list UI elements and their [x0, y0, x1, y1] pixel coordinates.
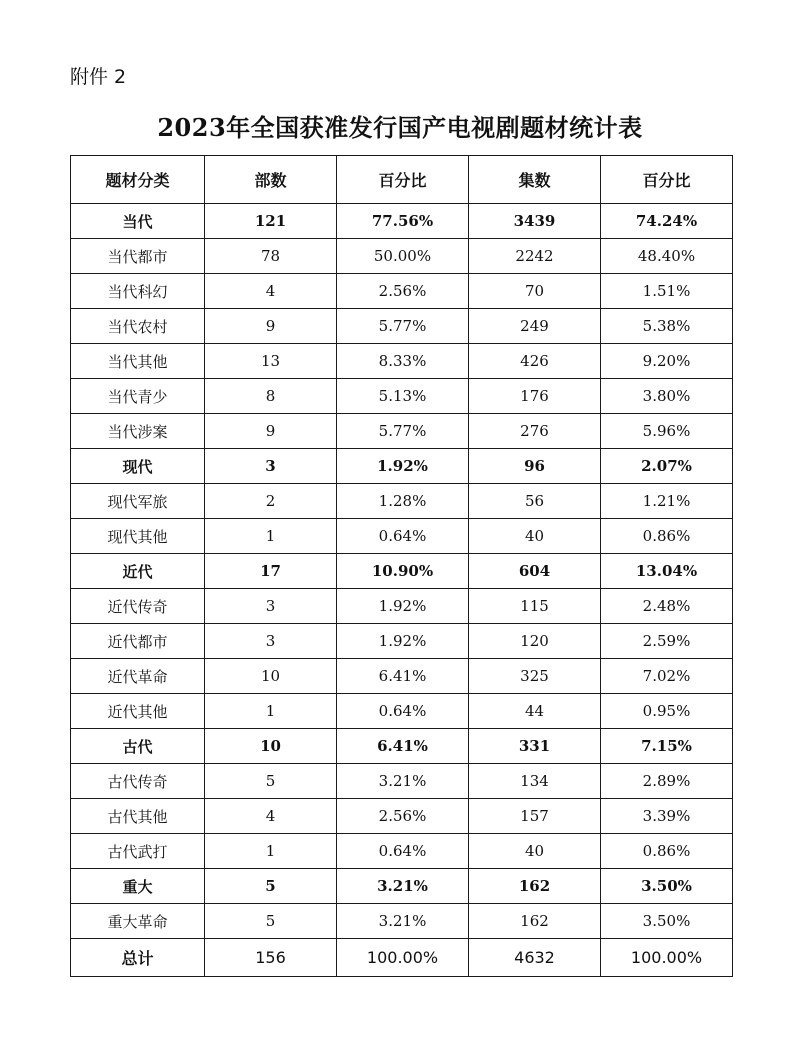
row-episode-percent: 2.48%: [601, 589, 733, 624]
row-series-count: 78: [205, 239, 337, 274]
row-episode-count: 162: [469, 869, 601, 904]
header-episode-count: 集数: [469, 156, 601, 204]
row-episode-count: 40: [469, 834, 601, 869]
row-episode-count: 3439: [469, 204, 601, 239]
row-series-percent: 0.64%: [337, 694, 469, 729]
row-series-percent: 100.00%: [337, 939, 469, 977]
category-row: [71, 869, 733, 904]
row-series-count: 5: [205, 869, 337, 904]
row-category-name: 近代都市: [71, 624, 205, 659]
row-episode-count: 56: [469, 484, 601, 519]
row-category-name: 古代其他: [71, 799, 205, 834]
row-series-count: 5: [205, 904, 337, 939]
row-category-name: 近代其他: [71, 694, 205, 729]
row-series-count: 8: [205, 379, 337, 414]
row-episode-count: 120: [469, 624, 601, 659]
row-series-count: 1: [205, 834, 337, 869]
row-series-count: 1: [205, 694, 337, 729]
row-episode-percent: 9.20%: [601, 344, 733, 379]
category-row: [71, 204, 733, 239]
table-body: [71, 204, 733, 977]
table-row: [71, 309, 733, 344]
table-row: [71, 379, 733, 414]
row-episode-count: 176: [469, 379, 601, 414]
row-episode-count: 96: [469, 449, 601, 484]
row-series-count: 3: [205, 589, 337, 624]
table-row: [71, 274, 733, 309]
row-series-percent: 50.00%: [337, 239, 469, 274]
row-series-count: 3: [205, 624, 337, 659]
row-series-count: 10: [205, 659, 337, 694]
row-episode-count: 604: [469, 554, 601, 589]
row-series-percent: 3.21%: [337, 869, 469, 904]
row-episode-percent: 100.00%: [601, 939, 733, 977]
row-episode-percent: 0.95%: [601, 694, 733, 729]
table-row: [71, 834, 733, 869]
row-series-count: 3: [205, 449, 337, 484]
table-row: [71, 484, 733, 519]
row-series-percent: 2.56%: [337, 799, 469, 834]
row-category-name: 当代涉案: [71, 414, 205, 449]
row-episode-percent: 48.40%: [601, 239, 733, 274]
row-series-percent: 0.64%: [337, 519, 469, 554]
row-series-count: 2: [205, 484, 337, 519]
row-episode-count: 134: [469, 764, 601, 799]
row-category-name: 当代都市: [71, 239, 205, 274]
category-row: [71, 729, 733, 764]
row-category-name: 当代青少: [71, 379, 205, 414]
row-episode-count: 70: [469, 274, 601, 309]
row-episode-percent: 7.15%: [601, 729, 733, 764]
header-episode-percent: 百分比: [601, 156, 733, 204]
row-series-percent: 3.21%: [337, 904, 469, 939]
row-series-percent: 1.28%: [337, 484, 469, 519]
row-episode-count: 249: [469, 309, 601, 344]
header-row: [71, 156, 733, 204]
row-category-name: 古代武打: [71, 834, 205, 869]
row-series-percent: 1.92%: [337, 589, 469, 624]
row-series-percent: 1.92%: [337, 449, 469, 484]
row-episode-count: 44: [469, 694, 601, 729]
row-category-name: 近代: [71, 554, 205, 589]
table-row: [71, 414, 733, 449]
header-series-percent: 百分比: [337, 156, 469, 204]
row-category-name: 近代革命: [71, 659, 205, 694]
table-row: [71, 519, 733, 554]
row-series-count: 156: [205, 939, 337, 977]
row-series-percent: 5.13%: [337, 379, 469, 414]
row-episode-count: 40: [469, 519, 601, 554]
row-episode-percent: 0.86%: [601, 519, 733, 554]
statistics-table: [70, 155, 733, 977]
row-episode-count: 162: [469, 904, 601, 939]
row-category-name: 现代: [71, 449, 205, 484]
table-row: [71, 799, 733, 834]
row-episode-percent: 3.50%: [601, 904, 733, 939]
row-series-count: 17: [205, 554, 337, 589]
row-category-name: 总计: [71, 939, 205, 977]
total-row: [71, 939, 733, 977]
row-series-count: 9: [205, 309, 337, 344]
category-row: [71, 554, 733, 589]
table-row: [71, 904, 733, 939]
row-episode-percent: 1.21%: [601, 484, 733, 519]
row-series-percent: 8.33%: [337, 344, 469, 379]
row-series-percent: 5.77%: [337, 414, 469, 449]
row-series-percent: 2.56%: [337, 274, 469, 309]
table-row: [71, 344, 733, 379]
row-series-count: 9: [205, 414, 337, 449]
row-episode-count: 157: [469, 799, 601, 834]
row-category-name: 现代军旅: [71, 484, 205, 519]
row-series-percent: 10.90%: [337, 554, 469, 589]
table-row: [71, 659, 733, 694]
row-episode-count: 2242: [469, 239, 601, 274]
row-episode-count: 4632: [469, 939, 601, 977]
row-series-percent: 77.56%: [337, 204, 469, 239]
row-episode-percent: 3.80%: [601, 379, 733, 414]
row-episode-percent: 7.02%: [601, 659, 733, 694]
row-episode-percent: 74.24%: [601, 204, 733, 239]
row-category-name: 当代其他: [71, 344, 205, 379]
row-episode-count: 325: [469, 659, 601, 694]
row-category-name: 古代传奇: [71, 764, 205, 799]
row-series-count: 13: [205, 344, 337, 379]
row-episode-percent: 3.39%: [601, 799, 733, 834]
row-episode-count: 115: [469, 589, 601, 624]
row-category-name: 当代: [71, 204, 205, 239]
page-title: 2023年全国获准发行国产电视剧题材统计表: [157, 113, 643, 142]
row-category-name: 古代: [71, 729, 205, 764]
row-episode-percent: 3.50%: [601, 869, 733, 904]
row-episode-percent: 5.96%: [601, 414, 733, 449]
table-row: [71, 589, 733, 624]
row-series-percent: 3.21%: [337, 764, 469, 799]
row-series-percent: 6.41%: [337, 659, 469, 694]
row-episode-percent: 2.07%: [601, 449, 733, 484]
row-category-name: 近代传奇: [71, 589, 205, 624]
header-category: 题材分类: [71, 156, 205, 204]
row-episode-count: 426: [469, 344, 601, 379]
row-category-name: 当代科幻: [71, 274, 205, 309]
row-series-count: 1: [205, 519, 337, 554]
table-row: [71, 239, 733, 274]
row-episode-percent: 13.04%: [601, 554, 733, 589]
row-category-name: 重大革命: [71, 904, 205, 939]
row-episode-count: 331: [469, 729, 601, 764]
table-header: [71, 156, 733, 204]
row-episode-percent: 1.51%: [601, 274, 733, 309]
table-row: [71, 764, 733, 799]
row-episode-count: 276: [469, 414, 601, 449]
row-series-percent: 6.41%: [337, 729, 469, 764]
row-episode-percent: 0.86%: [601, 834, 733, 869]
row-series-count: 4: [205, 274, 337, 309]
table-row: [71, 624, 733, 659]
attachment-label: 附件 2: [70, 66, 127, 88]
row-series-percent: 0.64%: [337, 834, 469, 869]
row-series-percent: 1.92%: [337, 624, 469, 659]
row-category-name: 现代其他: [71, 519, 205, 554]
row-category-name: 重大: [71, 869, 205, 904]
header-series-count: 部数: [205, 156, 337, 204]
row-series-count: 5: [205, 764, 337, 799]
row-episode-percent: 2.89%: [601, 764, 733, 799]
row-series-count: 121: [205, 204, 337, 239]
row-series-count: 4: [205, 799, 337, 834]
row-episode-percent: 2.59%: [601, 624, 733, 659]
table-row: [71, 694, 733, 729]
row-category-name: 当代农村: [71, 309, 205, 344]
row-series-count: 10: [205, 729, 337, 764]
row-episode-percent: 5.38%: [601, 309, 733, 344]
category-row: [71, 449, 733, 484]
row-series-percent: 5.77%: [337, 309, 469, 344]
